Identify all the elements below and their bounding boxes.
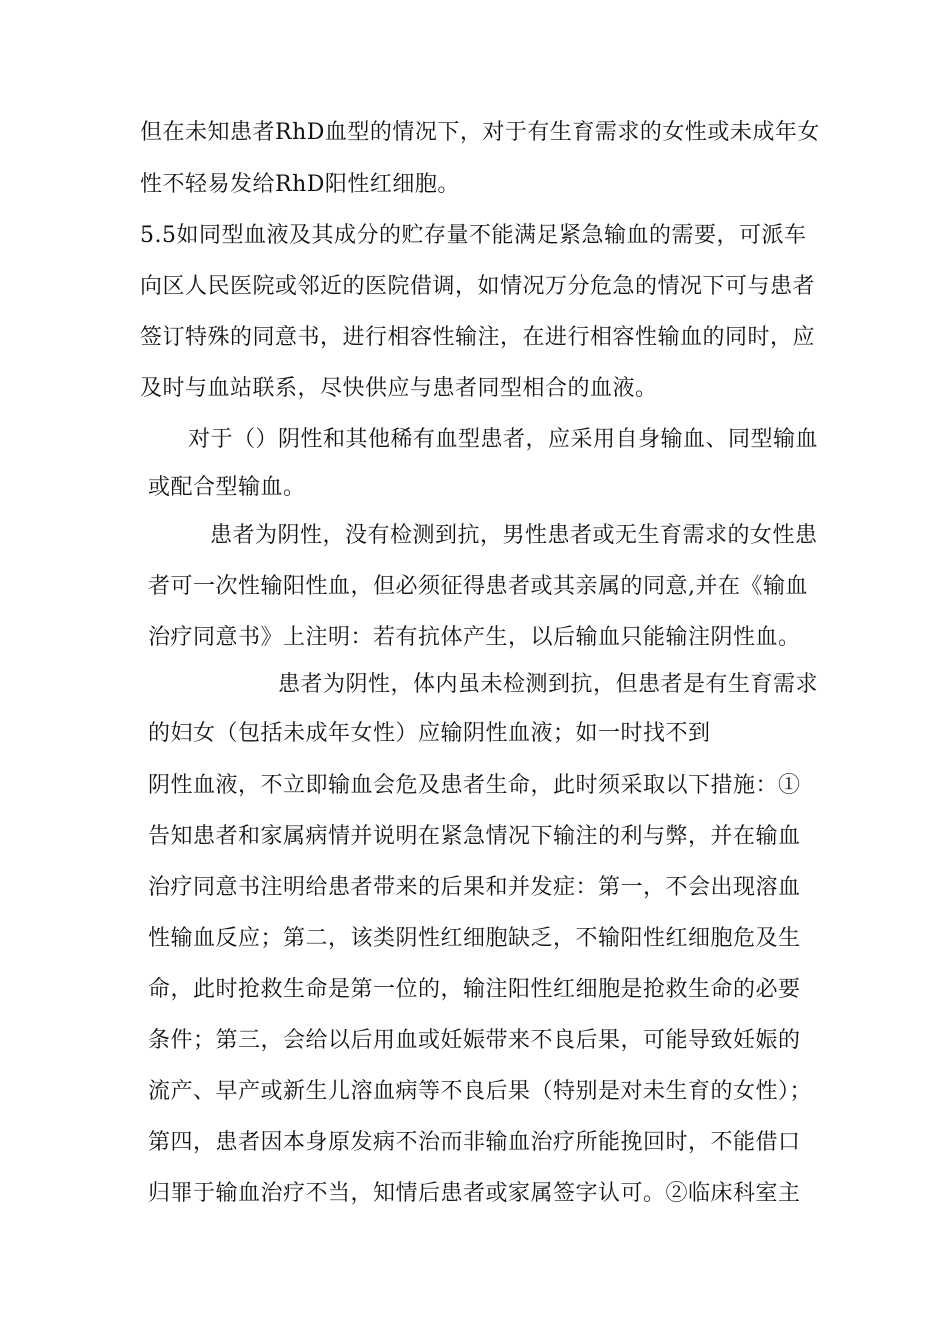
text-line-22: 归罪于输血治疗不当，知情后患者或家属签字认可。②临床科室主 (148, 1181, 801, 1206)
text-line-8: 或配合型输血。 (148, 475, 306, 500)
text-line-5: 签订特殊的同意书，进行相容性输注，在进行相容性输血的同时，应 (140, 325, 816, 350)
text-line-20: 流产、早产或新生儿溶血病等不良后果（特别是对未生育的女性）； (148, 1079, 813, 1104)
text-line-15: 告知患者和家属病情并说明在紧急情况下输注的利与弊，并在输血 (148, 824, 801, 849)
text-line-11: 治疗同意书》上注明：若有抗体产生，以后输血只能输注阴性血。 (148, 625, 801, 650)
text-line-17: 性输血反应；第二，该类阴性红细胞缺乏，不输阳性红细胞危及生 (148, 926, 801, 951)
text-line-18: 命，此时抢救生命是第一位的，输注阳性红细胞是抢救生命的必要 (148, 977, 801, 1002)
text-line-2: 性不轻易发给RhD阳性红细胞。 (140, 172, 460, 197)
text-line-12: 患者为阴性，体内虽未检测到抗，但患者是有生育需求 (278, 672, 819, 697)
text-line-3: 5.5如同型血液及其成分的贮存量不能满足紧急输血的需要，可派车 (140, 223, 807, 248)
text-line-4: 向区人民医院或邻近的医院借调，如情况万分危急的情况下可与患者 (140, 274, 816, 299)
text-line-6: 及时与血站联系，尽快供应与患者同型相合的血液。 (140, 376, 658, 401)
text-line-16: 治疗同意书注明给患者带来的后果和并发症：第一，不会出现溶血 (148, 875, 801, 900)
text-line-13: 的妇女（包括未成年女性）应输阴性血液；如一时找不到 (148, 721, 711, 746)
text-line-14: 阴性血液，不立即输血会危及患者生命，此时须采取以下措施：① (148, 773, 801, 798)
text-line-19: 条件；第三，会给以后用血或妊娠带来不良后果，可能导致妊娠的 (148, 1028, 801, 1053)
text-line-7: 对于（）阴性和其他稀有血型患者，应采用自身输血、同型输血 (188, 427, 819, 452)
text-line-1: 但在未知患者RhD血型的情况下，对于有生育需求的女性或未成年女 (140, 120, 820, 145)
text-line-21: 第四，患者因本身原发病不治而非输血治疗所能挽回时，不能借口 (148, 1130, 801, 1155)
text-line-9: 患者为阴性，没有检测到抗，男性患者或无生育需求的女性患 (210, 523, 818, 548)
text-line-10: 者可一次性输阳性血，但必须征得患者或其亲属的同意,并在《输血 (148, 574, 808, 599)
